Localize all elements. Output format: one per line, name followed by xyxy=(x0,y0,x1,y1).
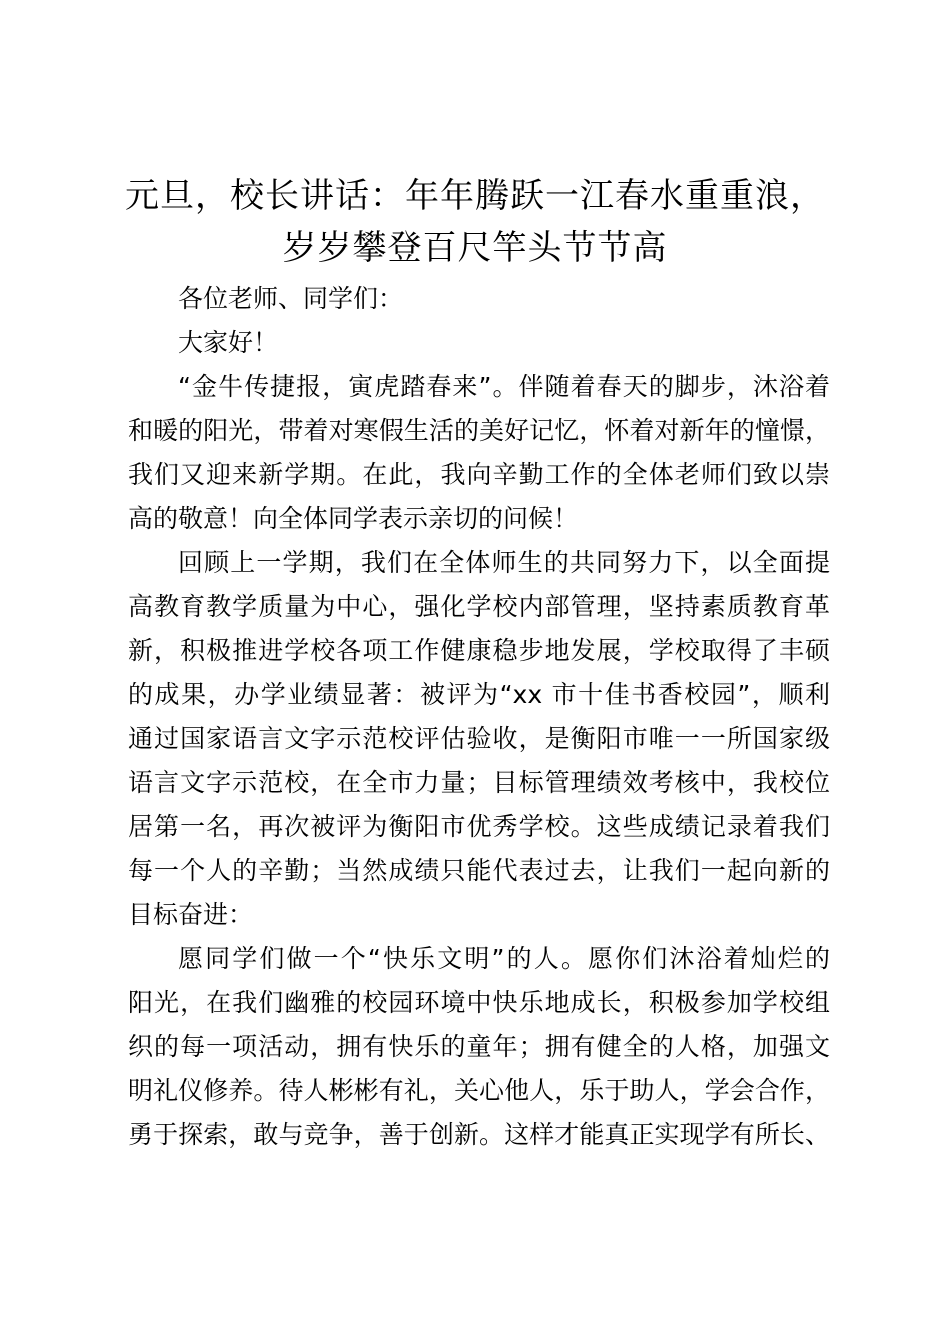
greeting: 大家好！ xyxy=(178,328,279,357)
paragraph-line: 阳光，在我们幽雅的校园环境中快乐地成长，积极参加学校组 xyxy=(128,988,830,1017)
paragraph-line: 每一个人的辛勤；当然成绩只能代表过去，让我们一起向新的 xyxy=(128,856,830,885)
paragraph-line: 织的每一项活动，拥有快乐的童年；拥有健全的人格，加强文 xyxy=(128,1032,830,1061)
paragraph-line: 我们又迎来新学期。在此，我向辛勤工作的全体老师们致以崇 xyxy=(128,460,830,489)
paragraph-line: 回顾上一学期，我们在全体师生的共同努力下，以全面提 xyxy=(178,548,830,577)
paragraph-line: 高教育教学质量为中心，强化学校内部管理，坚持素质教育革 xyxy=(128,592,830,621)
paragraph-line: 勇于探索，敢与竞争，善于创新。这样才能真正实现学有所长、 xyxy=(128,1120,830,1149)
paragraph-line: 的成果，办学业绩显著：被评为“xx 市十佳书香校园”，顺利 xyxy=(128,680,830,709)
paragraph-line: 明礼仪修养。待人彬彬有礼，关心他人，乐于助人，学会合作， xyxy=(128,1076,830,1105)
paragraph-line: “金牛传捷报，寅虎踏春来”。伴随着春天的脚步，沐浴着 xyxy=(178,372,830,401)
paragraph-line: 目标奋进： xyxy=(128,900,254,929)
paragraph-line: 和暖的阳光，带着对寒假生活的美好记忆，怀着对新年的憧憬， xyxy=(128,416,830,445)
paragraph-line: 愿同学们做一个“快乐文明”的人。愿你们沐浴着灿烂的 xyxy=(178,944,830,973)
paragraph-line: 通过国家语言文字示范校评估验收，是衡阳市唯一一所国家级 xyxy=(128,724,830,753)
paragraph-line: 新，积极推进学校各项工作健康稳步地发展，学校取得了丰硕 xyxy=(128,636,830,665)
paragraph-line: 高的敬意！向全体同学表示亲切的问候！ xyxy=(128,504,579,533)
document-title-line-1: 元旦，校长讲话：年年腾跃一江春水重重浪， xyxy=(125,176,825,216)
paragraph-line: 语言文字示范校，在全市力量；目标管理绩效考核中，我校位 xyxy=(128,768,830,797)
document-title-line-2: 岁岁攀登百尺竿头节节高 xyxy=(282,228,668,268)
salutation: 各位老师、同学们： xyxy=(178,284,404,313)
paragraph-line: 居第一名，再次被评为衡阳市优秀学校。这些成绩记录着我们 xyxy=(128,812,830,841)
